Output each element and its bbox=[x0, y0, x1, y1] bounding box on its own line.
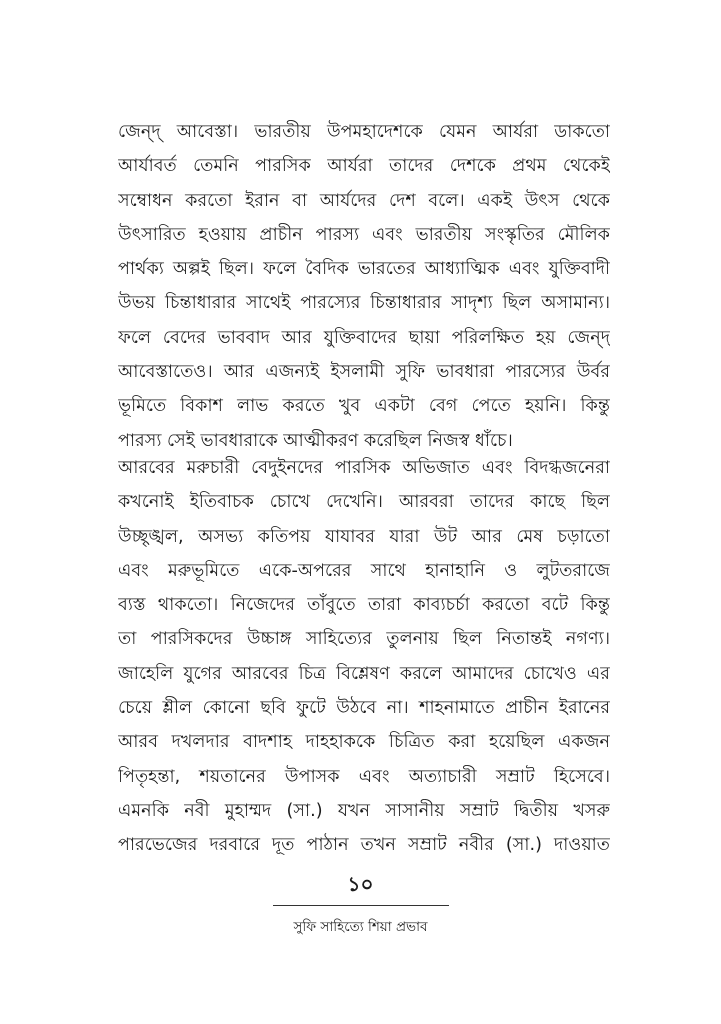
text-line: তা পারসিকদের উচ্চাঙ্গ সাহিত্যের তুলনায় ছিল নিতান্তই নগণ্য। bbox=[118, 629, 610, 650]
text-line: আর্যাবর্ত তেমনি পারসিক আর্যরা তাদের দেশকে প্রথম থেকেই bbox=[118, 156, 610, 177]
text-line: এমনকি নবী মুহাম্মদ (সা.) যখন সাসানীয় সম্রাট দ্বিতীয় খসরু bbox=[118, 800, 610, 821]
text-line: পিতৃহন্তা, শয়তানের উপাসক এবং অত্যাচারী সম্রাট হিসেবে। bbox=[118, 766, 610, 787]
text-line: ব্যস্ত থাকতো। নিজেদের তাঁবুতে তারা কাব্যচর্চা করতো বটে কিন্তু bbox=[118, 595, 610, 616]
text-line: আবেস্তাতেও। আর এজন্যই ইসলামী সুফি ভাবধারা পারস্যের উর্বর bbox=[118, 362, 610, 383]
text-line: উভয় চিন্তাধারার সাথেই পারস্যের চিন্তাধারার সাদৃশ্য ছিল অসামান্য। bbox=[118, 293, 610, 314]
text-line: পারস্য সেই ভাবধারাকে আত্মীকরণ করেছিল নিজস্ব ধাঁচে। bbox=[118, 430, 513, 451]
paragraph-1 bbox=[118, 115, 610, 458]
text-line: আরবের মরুচারী বেদুইনদের পারসিক অভিজাত এবং বিদগ্ধজনেরা bbox=[118, 458, 610, 478]
text-line: ফলে বেদের ভাববাদ আর যুক্তিবাদের ছায়া পরিলক্ষিত হয় জেন্দ্‌ bbox=[118, 327, 610, 348]
text-line: পার্থক্য অল্পই ছিল। ফলে বৈদিক ভারতের আধ্যাত্মিক এবং যুক্তিবাদী bbox=[118, 259, 610, 280]
text-line: চেয়ে শ্লীল কোনো ছবি ফুটে উঠবে না। শাহনামাতে প্রাচীন ইরানের bbox=[118, 698, 610, 719]
footer-divider bbox=[273, 905, 449, 906]
page-number: ১০ bbox=[347, 872, 374, 896]
text-line: কখনোই ইতিবাচক চোখে দেখেনি। আরবরা তাদের কাছে ছিল bbox=[118, 492, 610, 513]
text-line: উচ্ছৃঙ্খল, অসভ্য কতিপয় যাযাবর যারা উট আর মেষ চড়াতো bbox=[118, 526, 610, 547]
running-footer-title: সুফি সাহিত্যে শিয়া প্রভাব bbox=[293, 919, 428, 935]
text-line: উৎসারিত হওয়ায় প্রাচীন পারস্য এবং ভারতীয় সংস্কৃতির মৌলিক bbox=[118, 224, 610, 245]
text-line: জেন্দ্‌ আবেস্তা। ভারতীয় উপমহাদেশকে যেমন আর্যরা ডাকতো bbox=[118, 122, 610, 142]
paragraph-2 bbox=[118, 451, 610, 863]
text-line: ভূমিতে বিকাশ লাভ করতে খুব একটা বেগ পেতে হয়নি। কিন্তু bbox=[118, 396, 610, 417]
text-line: সম্বোধন করতো ইরান বা আর্যদের দেশ বলে। একই উৎস থেকে bbox=[118, 190, 610, 211]
text-line: পারভেজের দরবারে দূত পাঠান তখন সম্রাট নবীর (সা.) দাওয়াত bbox=[118, 835, 610, 856]
text-line: এবং মরুভূমিতে একে-অপরের সাথে হানাহানি ও লুটতরাজে bbox=[118, 560, 610, 581]
text-line: জাহেলি যুগের আরবের চিত্র বিশ্লেষণ করলে আমাদের চোখেও এর bbox=[118, 663, 610, 684]
text-line: আরব দখলদার বাদশাহ দাহহাককে চিত্রিত করা হয়েছিল একজন bbox=[118, 732, 610, 753]
